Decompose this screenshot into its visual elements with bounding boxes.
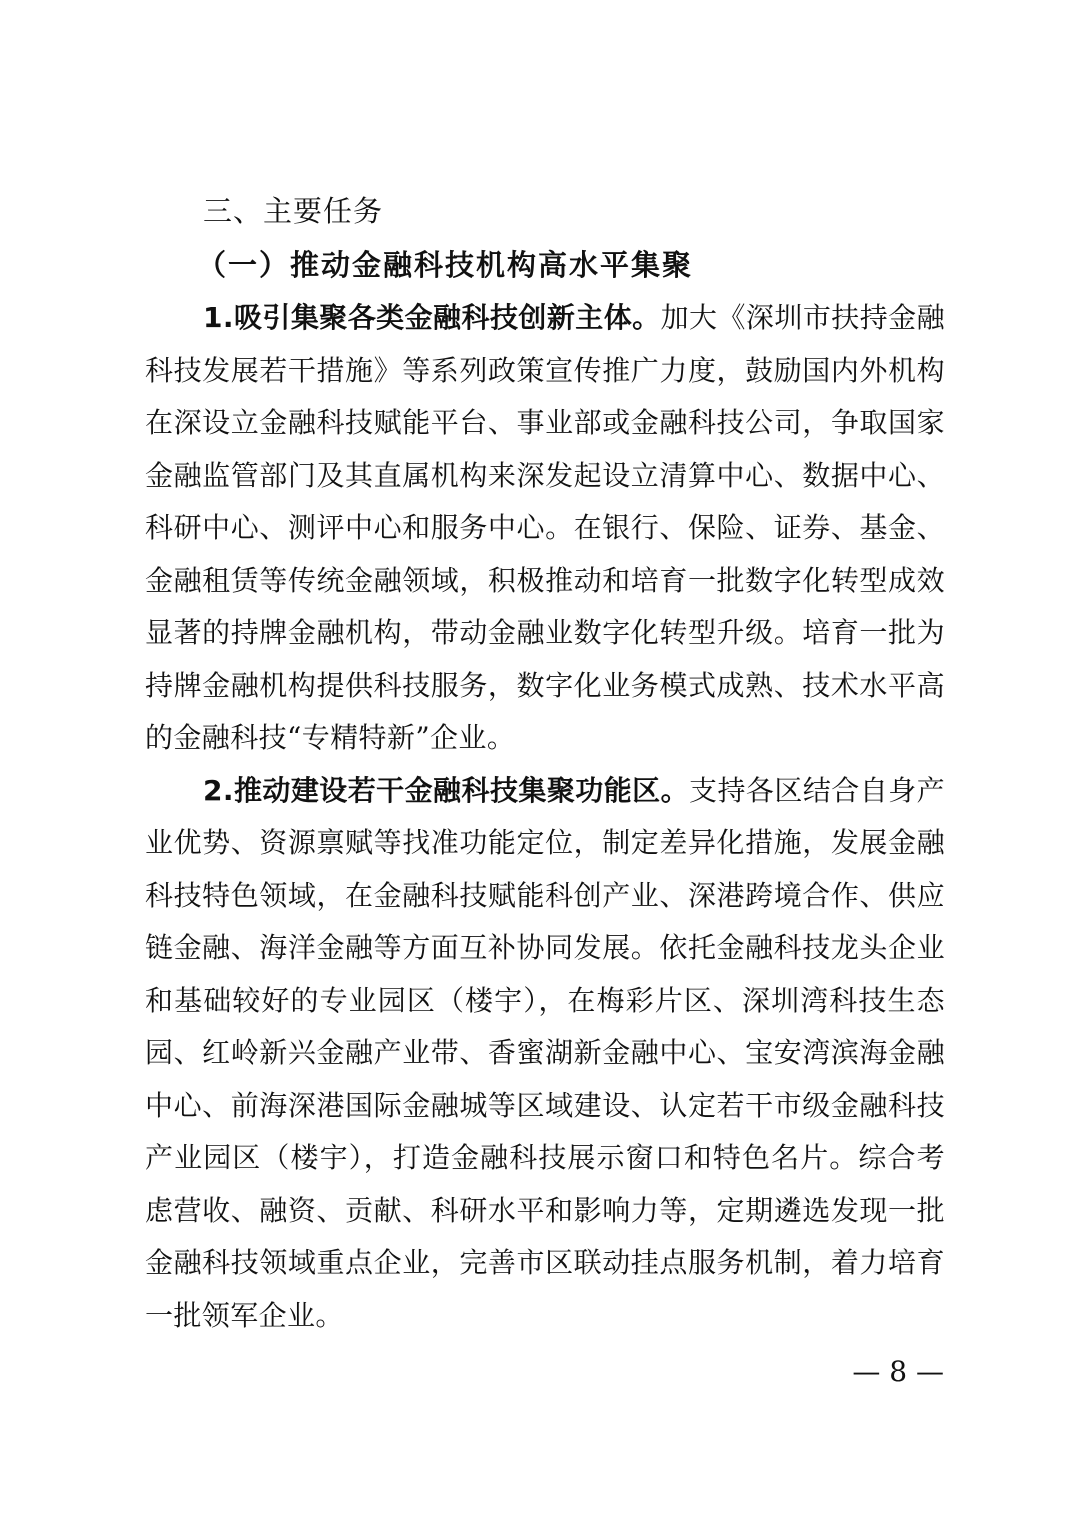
subsection-heading: （一）推动金融科技机构高水平集聚	[197, 248, 694, 282]
paragraph-1-body: 加大《深圳市扶持金融科技发展若干措施》等系列政策宣传推广力度，鼓励国内外机构在深设立金融科技赋能平台、事业部或金融科技公司，争取国家金融监管部门及其直属机构来深发起设立清算中心、数据中心、科研中心、测评中心和服务中心。在银行、保险、证券、基金、金融租赁等传统金融领域，积极推动和培育一批数字化转型成效显著的持牌金融机构，带动金融业数字化转型升级。培育一批为持牌金融机构提供科技服务，数字化业务模式成熟、技术水平高的金融科技“专精特新”企业。	[145, 301, 945, 754]
paragraph-2-body: 支持各区结合自身产业优势、资源禀赋等找准功能定位，制定差异化措施，发展金融科技特色领域，在金融科技赋能科创产业、深港跨境合作、供应链金融、海洋金融等方面互补协同发展。依托金融科技龙头企业和基础较好的专业园区（楼宇），在梅彩片区、深圳湾科技生态园、红岭新兴金融产业带、香蜜湖新金融中心、宝安湾滨海金融中心、前海深港国际金融城等区域建设、认定若干市级金融科技产业园区（楼宇），打造金融科技展示窗口和特色名片。综合考虑营收、融资、贡献、科研水平和影响力等，定期遴选发现一批金融科技领域重点企业，完善市区联动挂点服务机制，着力培育一批领军企业。	[145, 773, 945, 1332]
paragraph-2	[145, 765, 945, 1343]
paragraph-2-lead: 2.推动建设若干金融科技集聚功能区。	[203, 773, 690, 807]
page-number: — 8 —	[852, 1355, 944, 1388]
section-heading: 三、主要任务	[203, 194, 384, 228]
document-body	[145, 184, 945, 1342]
paragraph-1-lead: 1.吸引集聚各类金融科技创新主体。	[203, 301, 661, 334]
paragraph-1	[145, 292, 945, 765]
